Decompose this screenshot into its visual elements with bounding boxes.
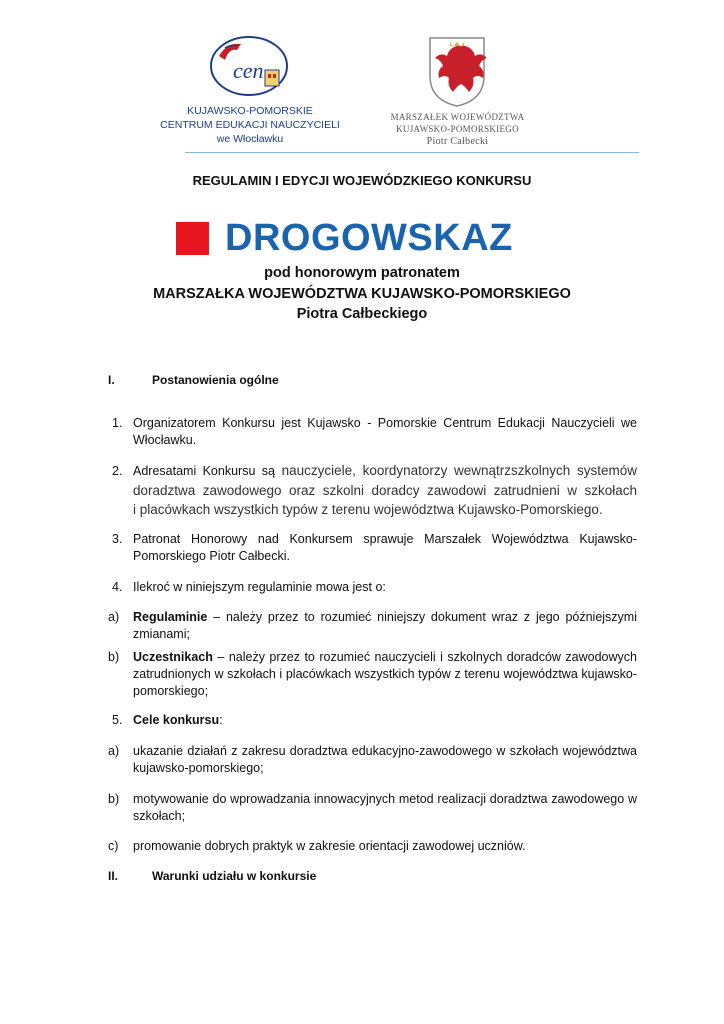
patronage-line-2: MARSZAŁKA WOJEWÓDZTWA KUJAWSKO-POMORSKIEGO [153, 286, 571, 302]
definition-b-text: Uczestnikach – należy przez to rozumieć nauczycieli i szkolnych doradców zawodowych zatrudnionych w szkołach i placówkach wszystkich typów z terenu województwa kujawsko- pomorskiego; [133, 650, 637, 698]
definition-b-letter: b) [108, 650, 120, 664]
item-4-number: 4. [112, 580, 123, 594]
logo-text: cen [233, 58, 264, 83]
right-caption-3: Piotr Całbecki [426, 136, 489, 147]
goal-c-letter: c) [108, 839, 119, 853]
item-2-number: 2. [112, 464, 123, 478]
section-2-number: II. [108, 869, 119, 883]
right-caption-2: KUJAWSKO-POMORSKIEGO [396, 124, 519, 134]
red-square-icon [176, 222, 209, 255]
left-caption-3: we Włocławku [216, 133, 284, 145]
item-1-number: 1. [112, 416, 123, 430]
patronage-line-3: Piotra Całbeckiego [296, 306, 428, 322]
left-caption-2: CENTRUM EDUKACJI NAUCZYCIELI [160, 119, 340, 131]
section-1-title: Postanowienia ogólne [152, 373, 279, 387]
right-caption-1: MARSZAŁEK WOJEWÓDZTWA [390, 112, 525, 122]
item-5-title: Cele konkursu: [133, 713, 223, 727]
goal-a-letter: a) [108, 744, 120, 758]
definition-a-letter: a) [108, 610, 120, 624]
goal-b-text: motywowanie do wprowadzania innowacyjnych metod realizacji doradztwa zawodowego w szkołach; [133, 792, 637, 823]
document-title: REGULAMIN I EDYCJI WOJEWÓDZKIEGO KONKURSU [192, 173, 532, 188]
item-3-text: Patronat Honorowy nad Konkursem sprawuje Marszałek Województwa Kujawsko- Pomorskiego Piotr Całbecki. [133, 532, 637, 563]
patronage-line-1: pod honorowym patronatem [264, 265, 460, 281]
kpcen-logo [209, 34, 289, 98]
coat-of-arms-icon [428, 36, 486, 108]
contest-name-row [176, 216, 513, 260]
item-4-text: Ilekroć w niniejszym regulaminie mowa jest o: [133, 580, 386, 594]
goal-b-letter: b) [108, 792, 120, 806]
item-5-number: 5. [112, 713, 123, 727]
section-1-number: I. [108, 373, 115, 387]
goal-a-text: ukazanie działań z zakresu doradztwa edukacyjno-zawodowego w szkołach województwa kujawsko-pomorskiego; [133, 744, 637, 775]
header-divider [185, 152, 639, 153]
item-2-text: Adresatami Konkursu są nauczyciele, koordynatorzy wewnątrzszkolnych systemów doradztwa zawodowego oraz szkolni doradcy zawodowi zatrudnieni w szkołach i placówkach wszystkich typów z terenu województwa Kujawsko-Pomorskiego. [133, 463, 637, 517]
item-1-text: Organizatorem Konkursu jest Kujawsko - Pomorskie Centrum Edukacji Nauczycieli we Włocławku. [133, 416, 637, 447]
contest-name: DROGOWSKAZ [225, 216, 513, 259]
goal-c-text: promowanie dobrych praktyk w zakresie orientacji zawodowej uczniów. [133, 839, 526, 853]
section-2-title: Warunki udziału w konkursie [152, 869, 317, 883]
item-3-number: 3. [112, 532, 123, 546]
definition-a-text: Regulaminie – należy przez to rozumieć niniejszy dokument wraz z jego późniejszymi zmianami; [133, 610, 637, 641]
left-caption-1: KUJAWSKO-POMORSKIE [187, 105, 313, 117]
